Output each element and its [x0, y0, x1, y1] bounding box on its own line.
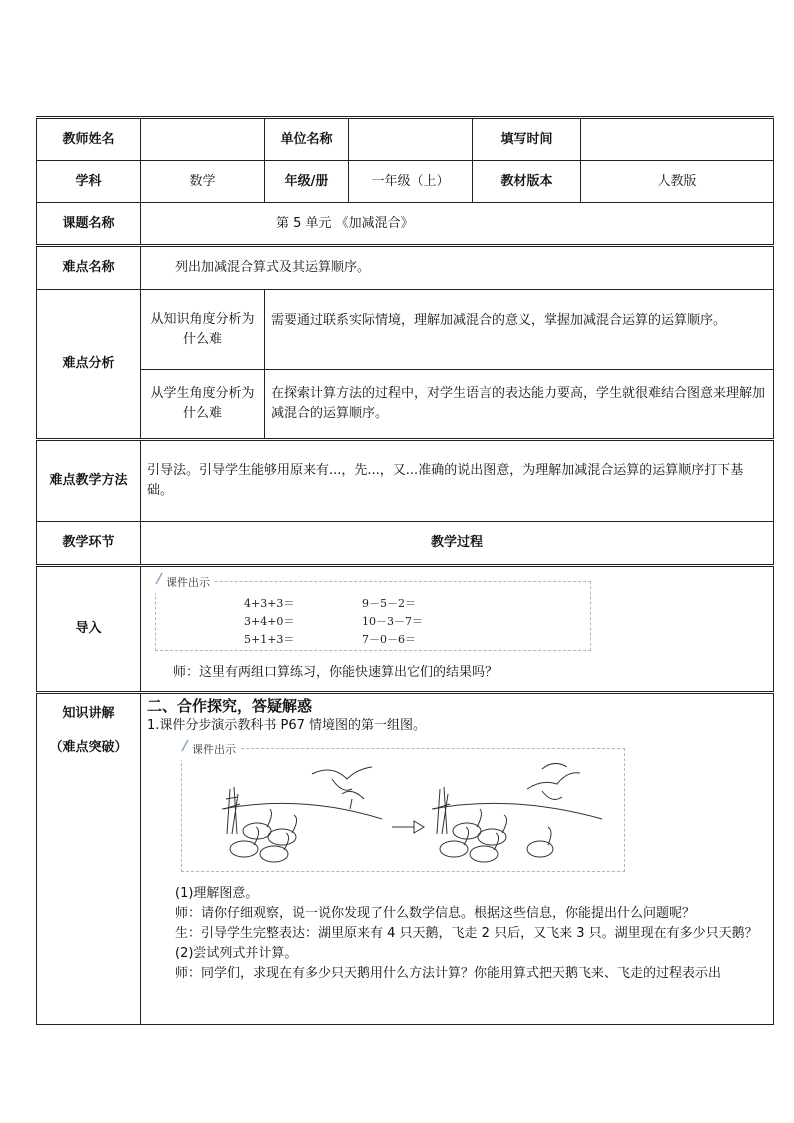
swan-scene-illustration [182, 749, 624, 871]
method-label: 难点教学方法 [37, 440, 141, 522]
lesson-plan-table [36, 116, 774, 1025]
edition-value: 人教版 [581, 161, 774, 203]
para-5: 师：同学们，求现在有多少只天鹅用什么方法计算？你能用算式把天鹅飞来、飞走的过程表示出 [175, 966, 722, 981]
stage-label: 教学环节 [37, 522, 141, 566]
courseware-tag-2-text: 课件出示 [192, 743, 236, 756]
calc-right-3: 7－0－6＝ [362, 633, 416, 646]
intro-question: 师：这里有两组口算练习，你能快速算出它们的结果吗？ [173, 665, 499, 680]
unit-value [349, 118, 473, 161]
step-1: 1.课件分步演示教科书 P67 情境图的第一组图。 [147, 718, 427, 733]
knowledge-angle-text: 需要通过联系实际情境，理解加减混合的意义，掌握加减混合运算的运算顺序。 [265, 290, 774, 370]
process-header-row [37, 522, 774, 566]
para-3: 生：引导学生完整表达：湖里原来有 4 只天鹅，飞走 2 只后，又飞来 3 只。湖里现在有多少只天鹅？ [175, 926, 758, 941]
calc-left-2: 3+4+0＝ [244, 615, 295, 628]
calc-right-1: 9－5－2＝ [362, 597, 416, 610]
analysis-row-2 [37, 370, 774, 440]
pencil-icon [154, 571, 164, 585]
header-row-1 [37, 118, 774, 161]
knowledge-row [37, 693, 774, 1025]
para-1: (1)理解图意。 [175, 886, 259, 901]
calc-left-1: 4+3+3＝ [244, 597, 295, 610]
knowledge-content [141, 693, 774, 1025]
header-row-2 [37, 161, 774, 203]
teacher-value [141, 118, 265, 161]
courseware-box [155, 576, 591, 651]
time-label: 填写时间 [473, 118, 581, 161]
process-label: 教学过程 [141, 522, 774, 566]
difficulty-name-value: 列出加减混合算式及其运算顺序。 [141, 246, 774, 290]
unit-label: 单位名称 [265, 118, 349, 161]
intro-row [37, 566, 774, 693]
edition-label: 教材版本 [473, 161, 581, 203]
topic-row [37, 203, 774, 246]
knowledge-label-cell [37, 693, 141, 1025]
intro-label: 导入 [37, 566, 141, 693]
breakthrough-label: （难点突破） [49, 740, 128, 755]
teacher-label: 教师姓名 [37, 118, 141, 161]
difficulty-name-label: 难点名称 [37, 246, 141, 290]
student-angle-text: 在探索计算方法的过程中，对学生语言的表达能力要高，学生就很难结合图意来理解加减混合的运算顺序。 [265, 370, 774, 440]
knowledge-label: 知识讲解 [62, 706, 115, 721]
courseware-tag-text: 课件出示 [166, 576, 210, 589]
knowledge-angle-label: 从知识角度分析为什么难 [141, 290, 265, 370]
analysis-row-1 [37, 290, 774, 370]
calc-left-3: 5+1+3＝ [244, 633, 295, 646]
analysis-label: 难点分析 [37, 290, 141, 440]
subject-label: 学科 [37, 161, 141, 203]
para-2: 师：请你仔细观察，说一说你发现了什么数学信息。根据这些信息，你能提出什么问题呢？ [175, 906, 696, 921]
method-row [37, 440, 774, 522]
student-angle-label: 从学生角度分析为什么难 [141, 370, 265, 440]
topic-label: 课题名称 [37, 203, 141, 246]
difficulty-name-row [37, 246, 774, 290]
method-text: 引导法。引导学生能够用原来有...，先...，又...准确的说出图意，为理解加减混合运算的运算顺序打下基础。 [141, 440, 774, 522]
time-value [581, 118, 774, 161]
courseware-tag [154, 573, 213, 593]
intro-content [141, 566, 774, 693]
para-4: (2)尝试列式并计算。 [175, 946, 298, 961]
section-title: 二、合作探究，答疑解惑 [147, 697, 313, 715]
subject-value: 数学 [141, 161, 265, 203]
grade-value: 一年级（上） [349, 161, 473, 203]
courseware-image-box [181, 743, 625, 872]
grade-label: 年级/册 [265, 161, 349, 203]
topic-value: 第 5 单元 《加减混合》 [141, 203, 774, 246]
calc-right-2: 10－3－7＝ [362, 615, 423, 628]
